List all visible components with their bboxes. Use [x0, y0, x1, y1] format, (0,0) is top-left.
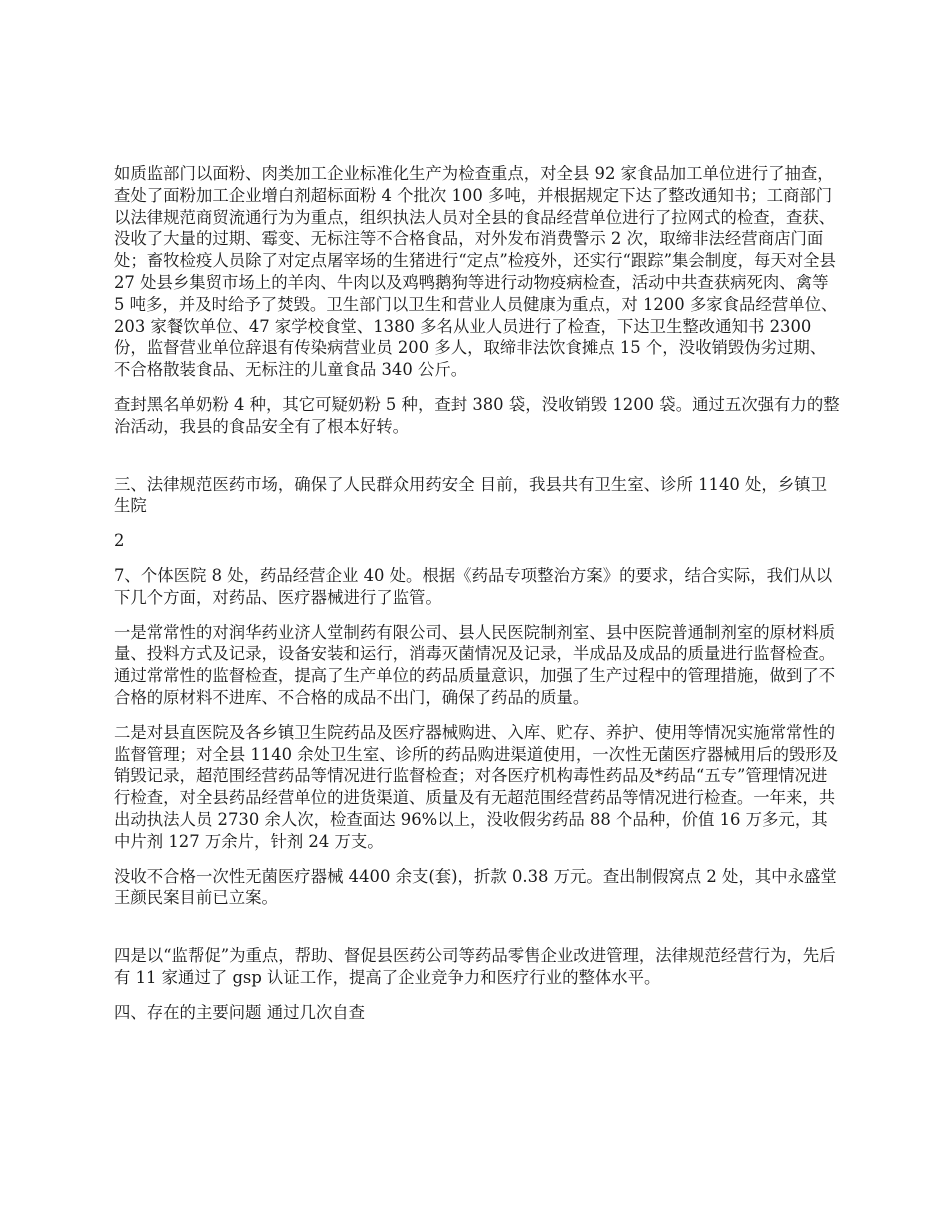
paragraph-second-measure: 二是对县直医院及各乡镇卫生院药品及医疗器械购进、入库、贮存、养护、使用等情况实施常常性的监督管理；对全县 1140 余处卫生室、诊所的药品购进渠道使用，一次性无菌医疗器械用后的毁形及销毁记录，超范围经营药品等情况进行监督检查；对各医疗机构毒性药品及*药品“五专”管理情况进行检查，对全县药品经营单位的进货渠道、质量及有无超范围经营药品等情况进行检查。一年来，共出动执法人员 2730 余人次，检查面达 96%以上，没收假劣药品 88 个品种，价值 16 万多元，其中片剂 127 万余片，针剂 24 万支。	[114, 722, 839, 851]
page-number: 2	[114, 531, 125, 551]
paragraph-section-four-heading: 四、存在的主要问题 通过几次自查	[114, 1002, 366, 1022]
paragraph-food-inspection: 如质监部门以面粉、肉类加工企业标准化生产为检查重点，对全县 92 家食品加工单位进行了抽查，查处了面粉加工企业增白剂超标面粉 4 个批次 100 多吨，并根据规定下达了整改通知书；工商部门以法律规范商贸流通行为为重点，组织执法人员对全县的食品经营单位进行了拉网式的检查，查获、没收了大量的过期、霉变、无标注等不合格食品，对外发布消费警示 2 次，取缔非法经营商店门面 处；畜牧检疫人员除了对定点屠宰场的生猪进行“定点”检疫外，还实行“跟踪”集会制度，每天对全县 27 处县乡集贸市场上的羊肉、牛肉以及鸡鸭鹅狗等进行动物疫病检查，活动中共查获病死肉、禽等 5 吨多，并及时给予了焚毁。卫生部门以卫生和营业人员健康为重点，对 1200 多家食品经营单位、203 家餐饮单位、47 家学校食堂、1380 多名从业人员进行了检查，下达卫生整改通知书 2300 份，监督营业单位辞退有传染病营业员 200 多人，取缔非法饮食摊点 15 个，没收销毁伪劣过期、不合格散装食品、无标注的儿童食品 340 公斤。	[114, 164, 838, 380]
document-body	[114, 163, 842, 1037]
paragraph-drug-regulation-intro: 7、个体医院 8 处，药品经营企业 40 处。根据《药品专项整治方案》的要求，结合实际，我们从以下几个方面，对药品、医疗器械进行了监管。	[114, 565, 833, 607]
paragraph-medical-device-seizure: 没收不合格一次性无菌医疗器械 4400 余支(套)，折款 0.38 万元。查出制假窝点 2 处，其中永盛堂王颜民案目前已立案。	[114, 866, 837, 908]
paragraph-milk-powder: 查封黑名单奶粉 4 种，其它可疑奶粉 5 种，查封 380 袋，没收销毁 1200 袋。通过五次强有力的整治活动，我县的食品安全有了根本好转。	[114, 394, 840, 436]
paragraph-fourth-measure: 四是以“监帮促”为重点，帮助、督促县医药公司等药品零售企业改进管理，法律规范经营行为，先后有 11 家通过了 gsp 认证工作，提高了企业竞争力和医疗行业的整体水平。	[114, 946, 836, 987]
paragraph-section-three-heading: 三、法律规范医药市场，确保了人民群众用药安全 目前，我县共有卫生室、诊所 1140 处，乡镇卫生院	[114, 474, 827, 516]
paragraph-first-measure: 一是常常性的对润华药业济人堂制药有限公司、县人民医院制剂室、县中医院普通制剂室的原材料质量、投料方式及记录，设备安装和运行，消毒灭菌情况及记录，半成品及成品的质量进行监督检查。通过常常性的监督检查，提高了生产单位的药品质量意识，加强了生产过程中的管理措施，做到了不合格的原材料不进库、不合格的成品不出门，确保了药品的质量。	[114, 622, 836, 707]
